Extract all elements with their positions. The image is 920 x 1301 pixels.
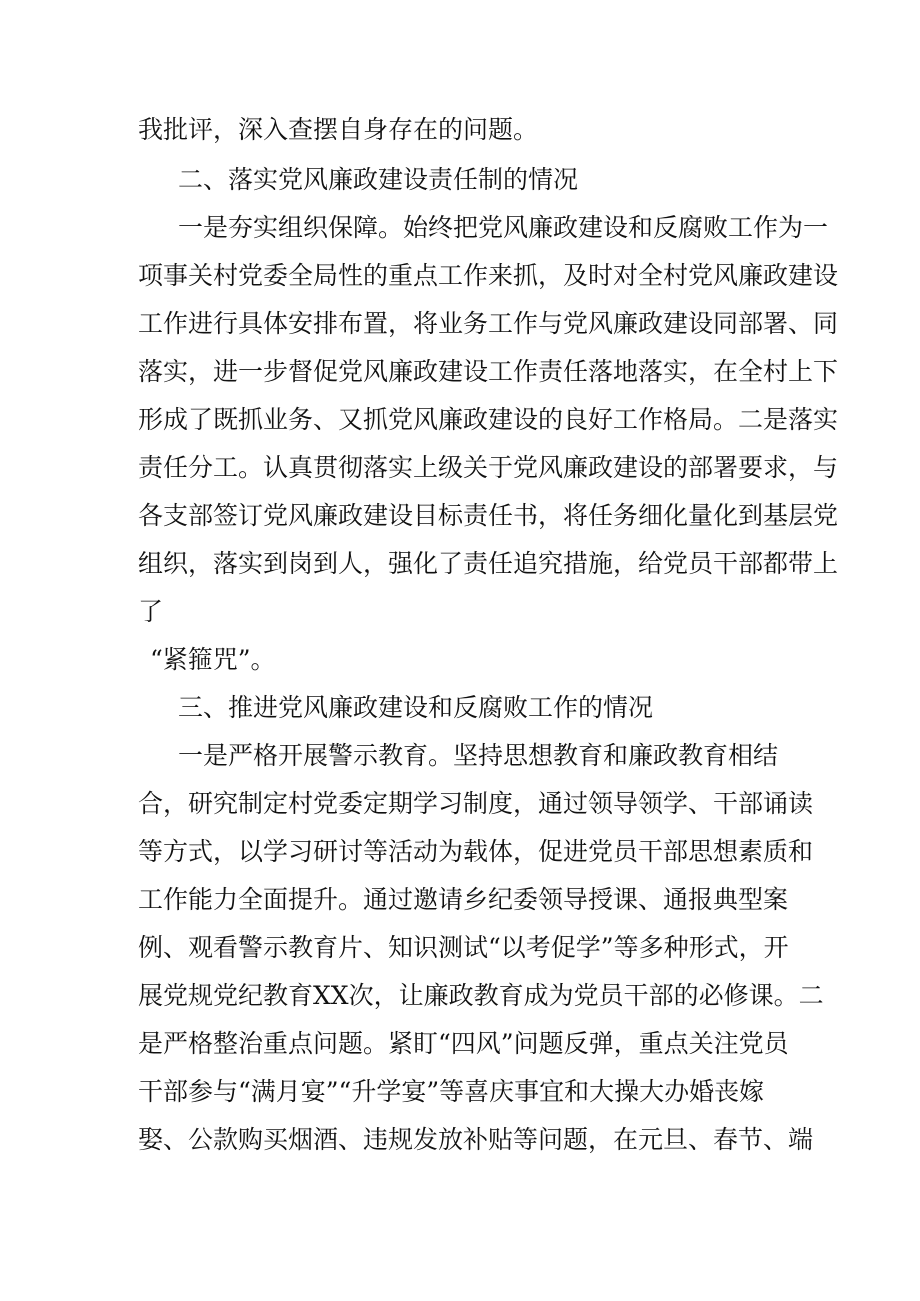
text-line: 了: [138, 597, 164, 626]
text-line: 一是夯实组织保障。始终把党风廉政建设和反腐败工作为一: [178, 213, 829, 242]
text-line: 一是严格开展警示教育。坚持思想教育和廉政教育相结: [178, 741, 779, 770]
text-line: 展党规党纪教育XX次，让廉政教育成为党员干部的必修课。二: [138, 981, 824, 1010]
text-line: 合，研究制定村党委定期学习制度，通过领导领学、干部诵读: [138, 789, 814, 818]
text-line: 落实，进一步督促党风廉政建设工作责任落地落实，在全村上下: [138, 357, 839, 386]
text-line: 各支部签订党风廉政建设目标责任书，将任务细化量化到基层党: [138, 501, 839, 530]
text-line: 工作进行具体安排布置，将业务工作与党风廉政建设同部署、同: [138, 309, 839, 338]
text-line: 娶、公款购买烟酒、违规发放补贴等问题，在元旦、春节、端: [138, 1125, 814, 1154]
text-line: 例、观看警示教育片、知识测试“以考促学”等多种形式，开: [138, 933, 789, 962]
section-heading: 二、落实党风廉政建设责任制的情况: [178, 165, 579, 194]
section-heading: 三、推进党风廉政建设和反腐败工作的情况: [178, 693, 654, 722]
text-line: 我批评，深入查摆自身存在的问题。: [138, 115, 539, 144]
text-line: 是严格整治重点问题。紧盯“四风”问题反弹，重点关注党员: [138, 1029, 789, 1058]
text-line: 项事关村党委全局性的重点工作来抓，及时对全村党风廉政建设: [138, 261, 839, 290]
text-line: “紧箍咒”。: [150, 645, 276, 674]
text-line: 形成了既抓业务、又抓党风廉政建设的良好工作格局。二是落实: [138, 405, 839, 434]
text-line: 组织，落实到岗到人，强化了责任追究措施，给党员干部都带上: [138, 549, 839, 578]
text-line: 等方式，以学习研讨等活动为载体，促进党员干部思想素质和: [138, 837, 814, 866]
text-line: 工作能力全面提升。通过邀请乡纪委领导授课、通报典型案: [138, 885, 789, 914]
text-line: 责任分工。认真贯彻落实上级关于党风廉政建设的部署要求，与: [138, 453, 839, 482]
text-line: 干部参与“满月宴”“升学宴”等喜庆事宜和大操大办婚丧嫁: [138, 1077, 765, 1106]
